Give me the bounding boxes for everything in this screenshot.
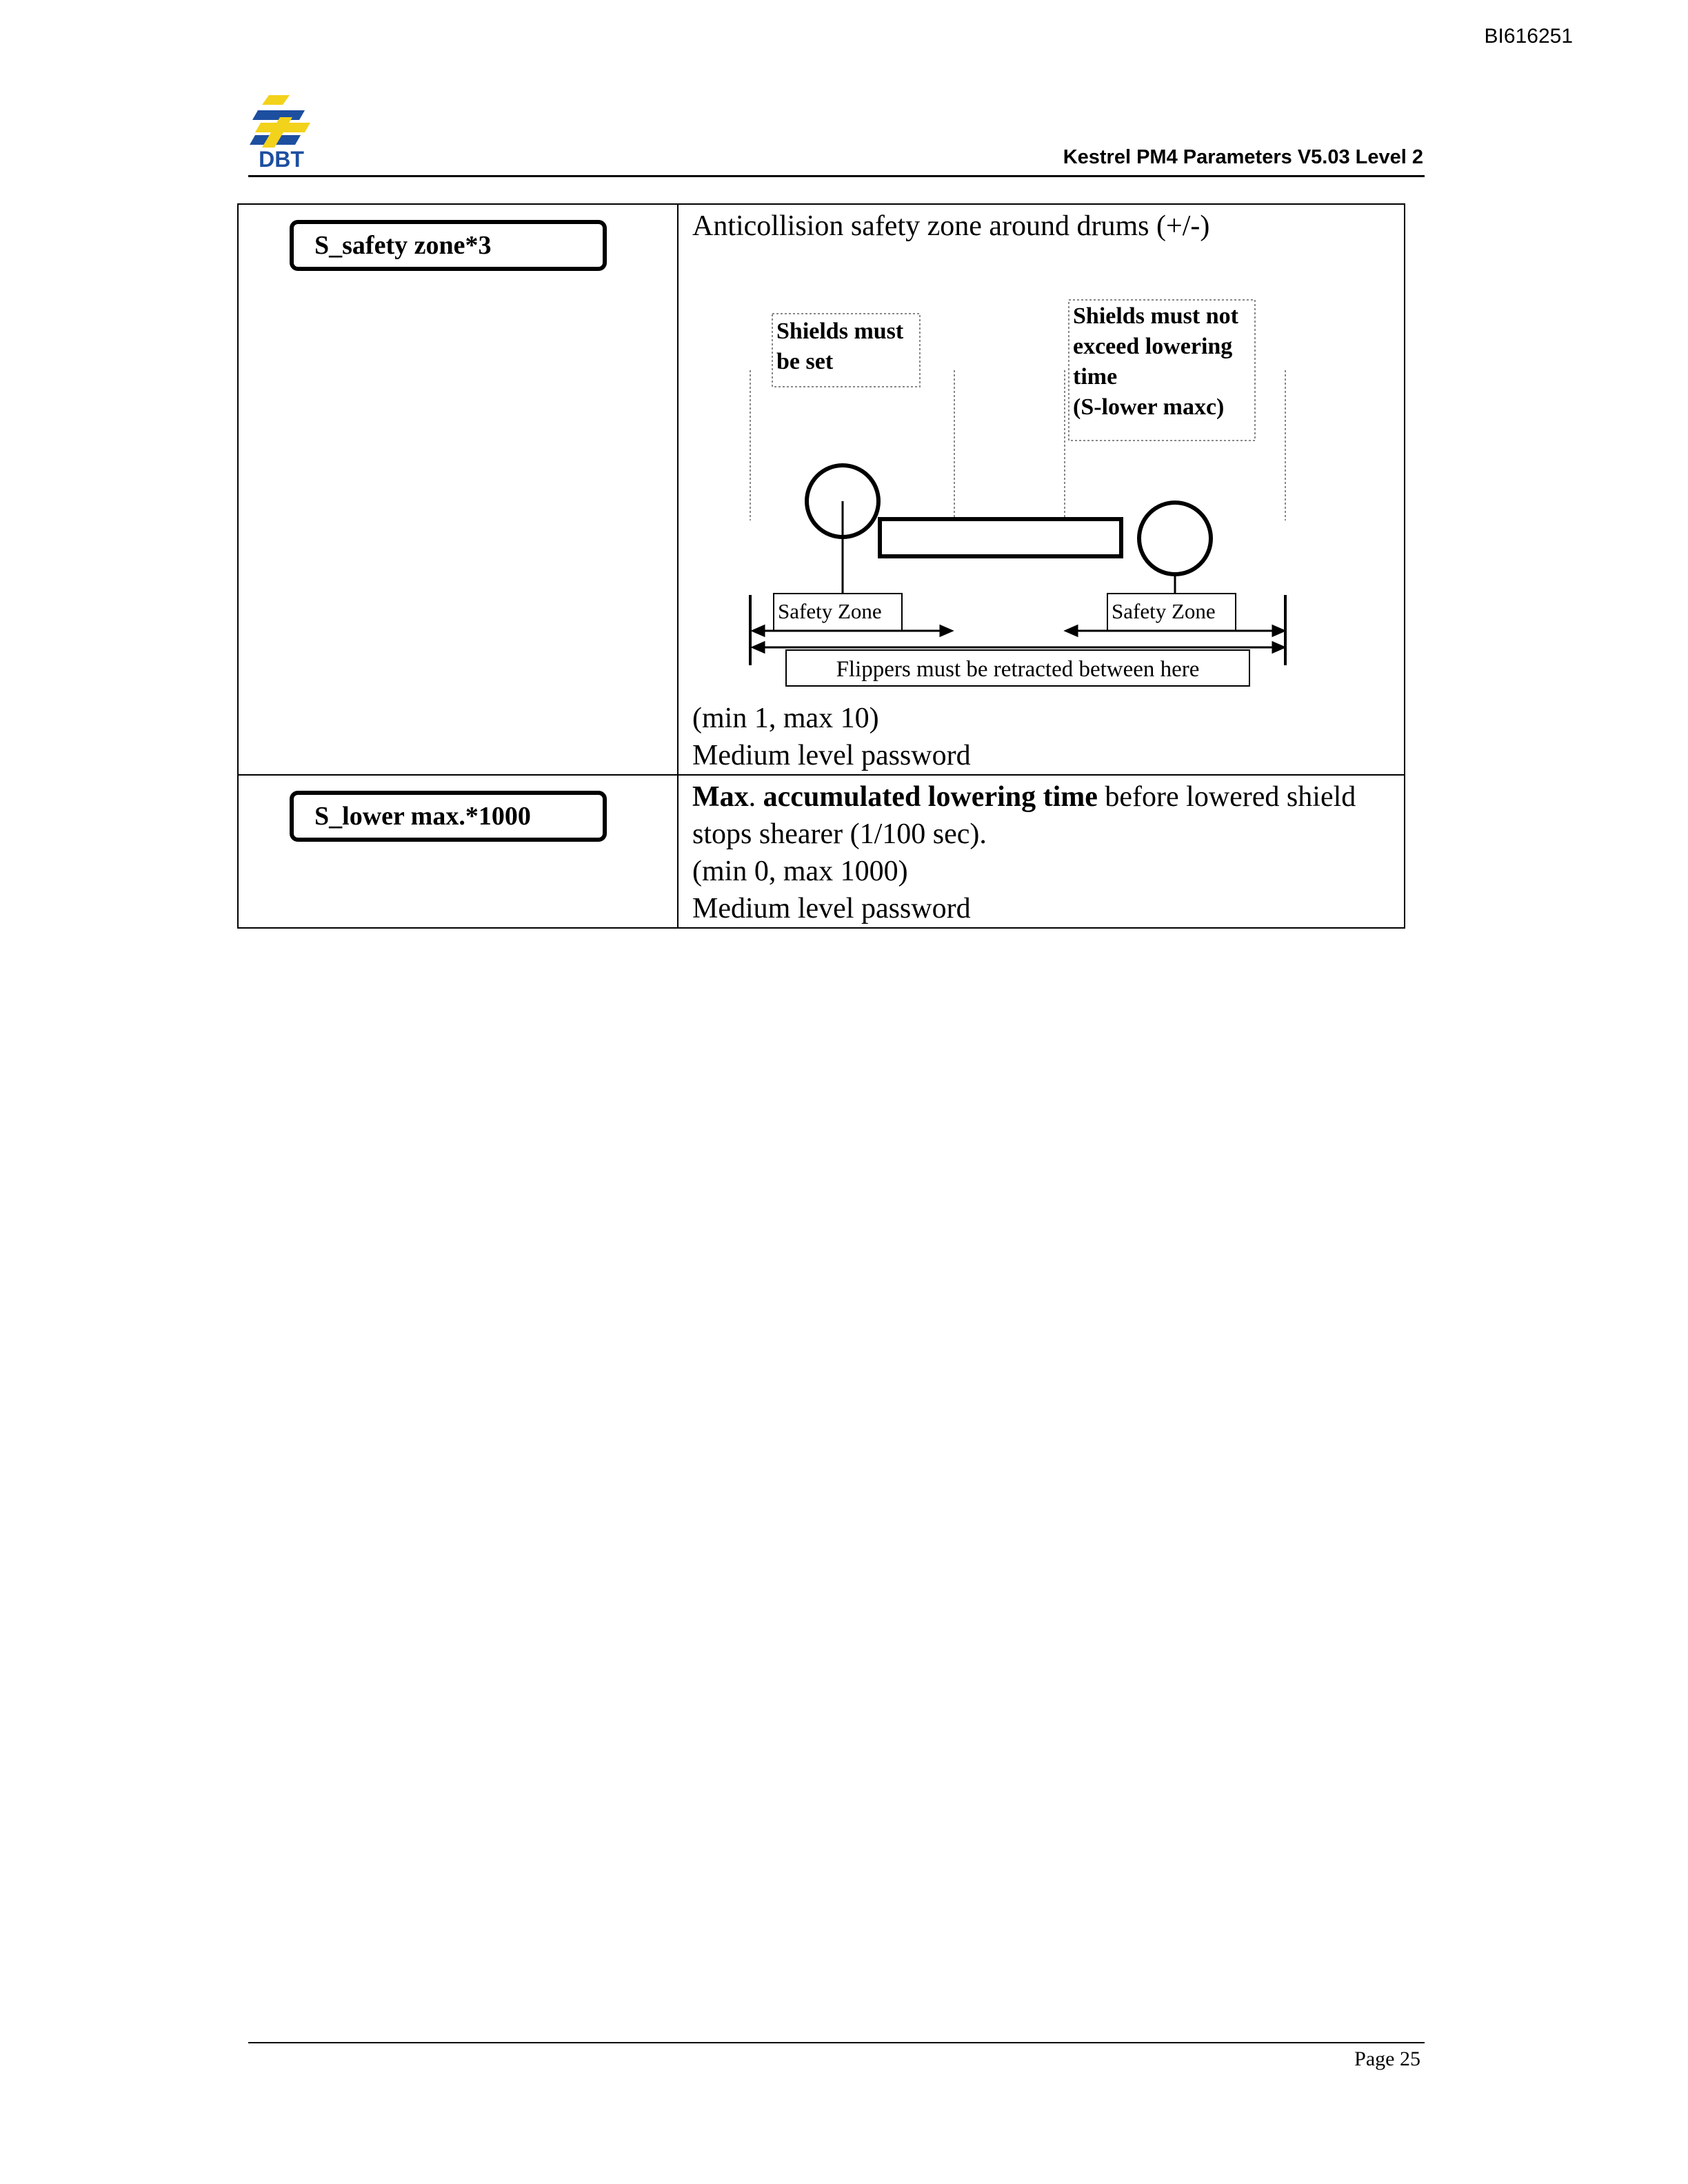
right-safety-zone-label: Safety Zone [1112,599,1216,623]
param-cell [238,204,678,775]
arrow-head [753,626,764,636]
arrow-head [941,626,952,636]
password-level: Medium level password [692,740,971,771]
diagram-svg [692,245,1382,700]
param-display-box [290,791,607,842]
safety-zone-diagram [692,245,1382,700]
description-text [692,778,1404,853]
range-text: (min 0, max 1000) [692,856,908,887]
description-separator: . [748,781,763,813]
shields-not-line-3: time [1073,364,1118,390]
arrow-head [1066,626,1077,636]
arrow-head [753,643,764,652]
footer-rule [248,2042,1425,2043]
description-bold-term: accumulated lowering time [763,781,1098,813]
page-number: Page 25 [1354,2048,1420,2070]
param-name: S_safety zone [314,231,465,260]
left-safety-zone-label: Safety Zone [778,599,882,623]
param-name: S_lower max. [314,802,465,831]
svg-text:Shields must be [776,303,1244,420]
description-rest: before lowered shield stops shearer (1/100 sec). [692,781,1356,850]
shields-not-line-2: exceed lowering [1073,334,1233,359]
dbt-logo [248,90,314,171]
description-title: Anticollision safety zone around drums (+/-) [692,210,1210,242]
shearer-body [880,519,1121,556]
right-drum-circle [1139,503,1211,574]
shields-not-line-4: (S-lower maxc) [1073,394,1225,420]
password-level: Medium level password [692,893,971,924]
logo-text: DBT [259,147,304,171]
range-text: (min 1, max 10) [692,702,879,734]
document-title: Kestrel PM4 Parameters V5.03 Level 2 [1063,146,1423,168]
table-row [238,775,1405,928]
svg-text:Safety Zone Safe [778,599,1216,623]
parameters-table [237,203,1405,929]
shields-not-line-1: Shields must not [1073,303,1238,329]
document-id: BI616251 [1484,25,1573,48]
arrow-head [1273,626,1284,636]
header-rule [248,175,1425,177]
shields-set-line-2: be set [776,349,834,374]
shields-set-line-1: Shields must [776,318,904,344]
description-bold-max: Max [692,781,749,813]
arrow-head [1273,643,1284,652]
param-cell [238,775,678,928]
table-row [238,204,1405,775]
flippers-label: Flippers must be retracted between here [836,657,1200,682]
param-display-box [290,220,607,271]
param-scale: *1000 [465,802,531,831]
description-cell [678,204,1405,775]
param-scale: *3 [465,231,492,260]
description-cell [678,775,1405,928]
